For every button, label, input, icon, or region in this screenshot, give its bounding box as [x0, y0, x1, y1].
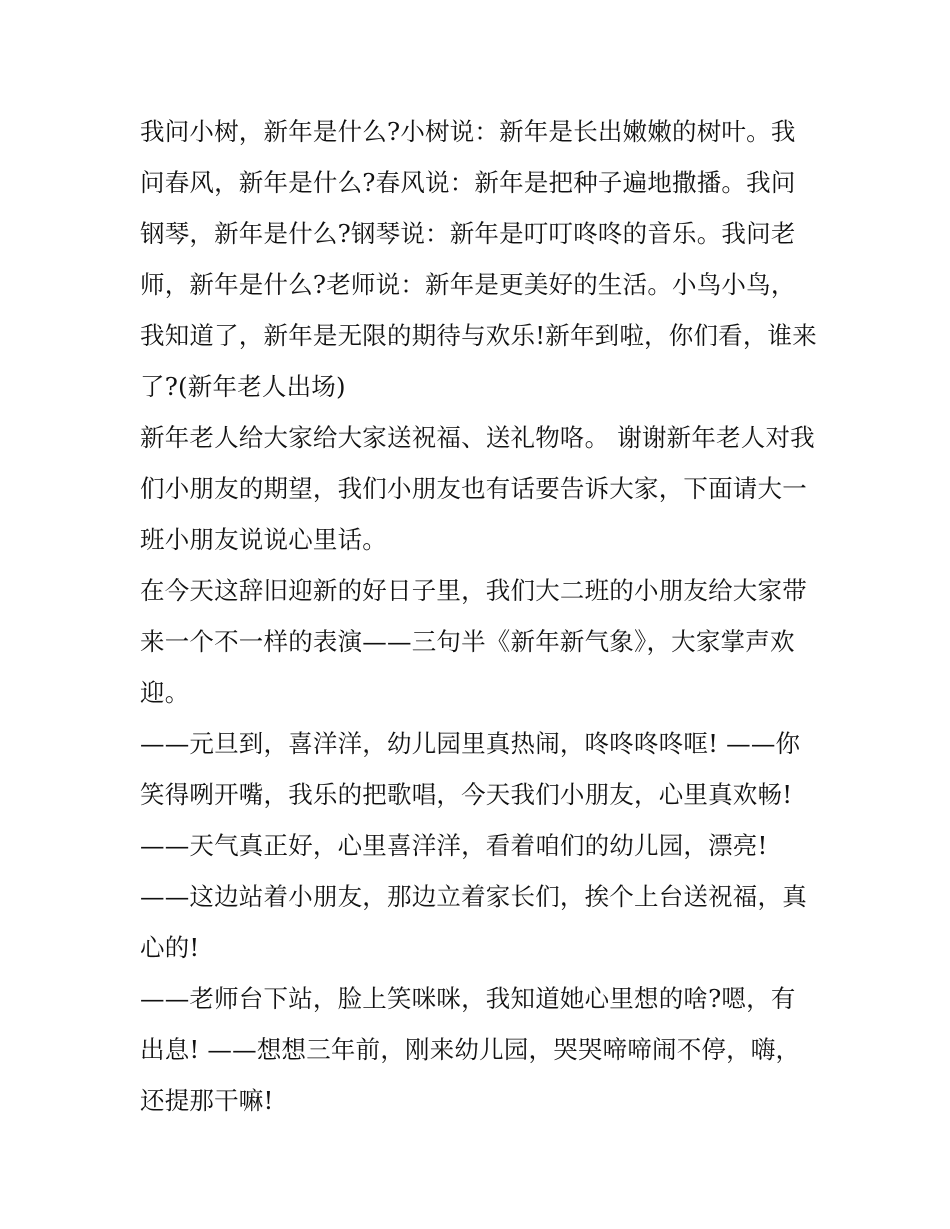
document-body [140, 106, 820, 1126]
paragraph-new-year-questions: 我问小树，新年是什么?小树说：新年是长出嫩嫩的树叶。我问春风，新年是什么?春风说：新年是把种子遍地撒播。我问钢琴，新年是什么?钢琴说：新年是叮叮咚咚的音乐。我问老师，新年是什么?老师说：新年是更美好的生活。小鸟小鸟，我知道了，新年是无限的期待与欢乐!新年到啦，你们看，谁来了?(新年老人出场) [140, 117, 817, 401]
paragraph-performance-intro: 在今天这辞旧迎新的好日子里，我们大二班的小朋友给大家带来一个不一样的表演——三句半《新年新气象》，大家掌声欢迎。 [140, 576, 807, 707]
paragraph-new-year-elder: 新年老人给大家给大家送祝福、送礼物咯。 谢谢新年老人对我们小朋友的期望，我们小朋友也有话要告诉大家，下面请大一班小朋友说说心里话。 [140, 423, 815, 554]
paragraph-verse-3: ——这边站着小朋友，那边立着家长们，挨个上台送祝福，真心的! [140, 882, 807, 962]
paragraph-verse-1: ——元旦到，喜洋洋，幼儿园里真热闹，咚咚咚咚哐! ——你笑得咧开嘴，我乐的把歌唱，今天我们小朋友，心里真欢畅! [140, 729, 801, 809]
paragraph-verse-4: ——老师台下站，脸上笑咪咪，我知道她心里想的啥?嗯，有出息! ——想想三年前，刚来幼儿园，哭哭啼啼闹不停，嗨，还提那干嘛! [140, 984, 801, 1115]
paragraph-verse-2: ——天气真正好，心里喜洋洋，看着咱们的幼儿园，漂亮! [140, 831, 768, 860]
